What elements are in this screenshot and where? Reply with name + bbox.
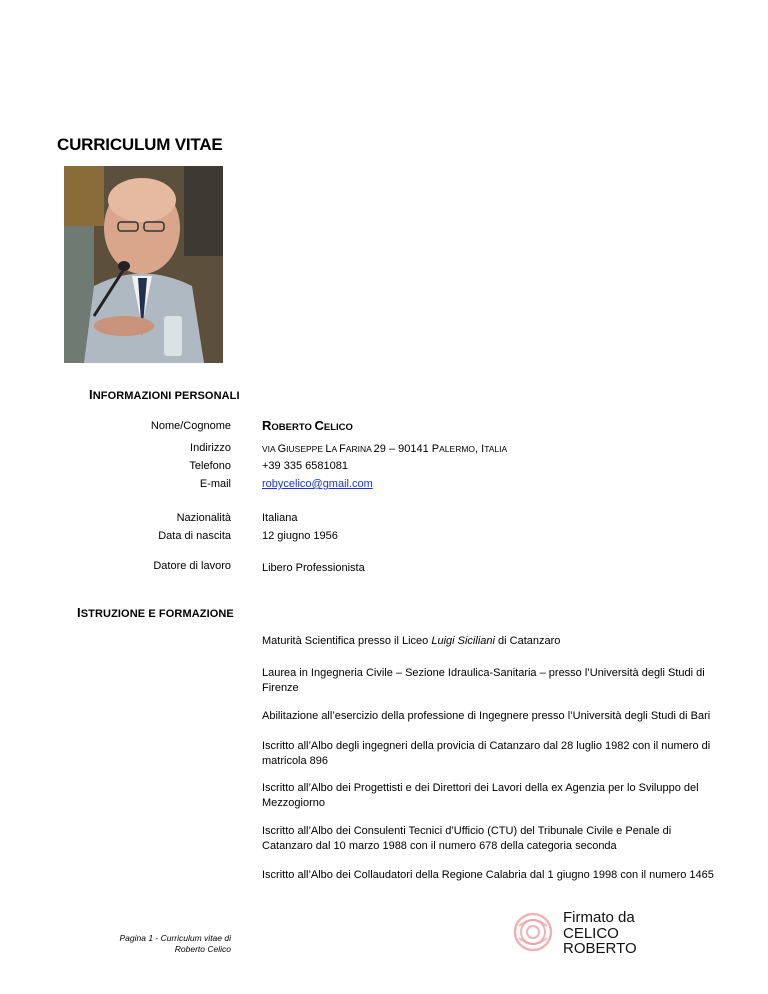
education-item: Iscritto all’Albo dei Collaudatori della Regione Calabria dal 1 giugno 1998 con il numero 1465	[262, 869, 714, 881]
label-phone: Telefono	[189, 460, 231, 472]
page-footer: Pagina 1 - Curriculum vitae di Roberto Celico	[119, 933, 231, 954]
education-item: Abilitazione all’esercizio della professione di Ingegnere presso l’Università degli Studi di Bari	[262, 710, 711, 722]
page-title: CURRICULUM VITAE	[57, 135, 223, 154]
label-birthdate: Data di nascita	[158, 530, 231, 542]
education-item: Laurea in Ingegneria Civile – Sezione Idraulica-Sanitaria – presso l’Università degli Studi di Firenze	[262, 667, 705, 694]
education-item: Iscritto all’Albo dei Progettisti e dei Direttori dei Lavori della ex Agenzia per lo Sviluppo del Mezzogiorno	[262, 782, 699, 809]
value-email[interactable]	[262, 478, 373, 490]
value-employer: Libero Professionista	[262, 562, 365, 574]
label-name: Nome/Cognome	[150, 420, 231, 432]
label-nationality: Nazionalità	[176, 512, 231, 524]
digital-signature: Firmato da CELICO ROBERTO	[563, 909, 637, 957]
education-item: Maturità Scientifica presso il Liceo Luigi Siciliani di Catanzaro	[262, 635, 561, 647]
value-name: ROBERTO CELICO	[262, 418, 353, 433]
email-link[interactable]: robycelico@gmail.com	[262, 478, 373, 490]
label-employer: Datore di lavoro	[153, 560, 231, 572]
value-phone: +39 335 6581081	[262, 460, 348, 472]
section-heading-personal: INFORMAZIONI PERSONALI	[89, 387, 240, 402]
label-address: Indirizzo	[190, 442, 231, 454]
label-email: E-mail	[199, 478, 231, 490]
education-item: Iscritto all’Albo degli ingegneri della provicia di Catanzaro dal 28 luglio 1982 con il numero di matricola 896	[262, 740, 711, 767]
profile-photo	[64, 166, 223, 363]
value-address: VIA GIUSEPPE LA FARINA 29 – 90141 PALERMO, ITALIA	[262, 443, 508, 455]
signature-seal-icon	[513, 912, 553, 952]
value-nationality: Italiana	[262, 512, 298, 524]
education-item: Iscritto all’Albo dei Consulenti Tecnici d’Ufficio (CTU) del Tribunale Civile e Penale di Catanzaro dal 10 marzo 1988 con il numero 678 della categoria seconda	[262, 825, 672, 852]
section-heading-education: ISTRUZIONE E FORMAZIONE	[77, 605, 234, 620]
value-birthdate: 12 giugno 1956	[262, 530, 338, 542]
